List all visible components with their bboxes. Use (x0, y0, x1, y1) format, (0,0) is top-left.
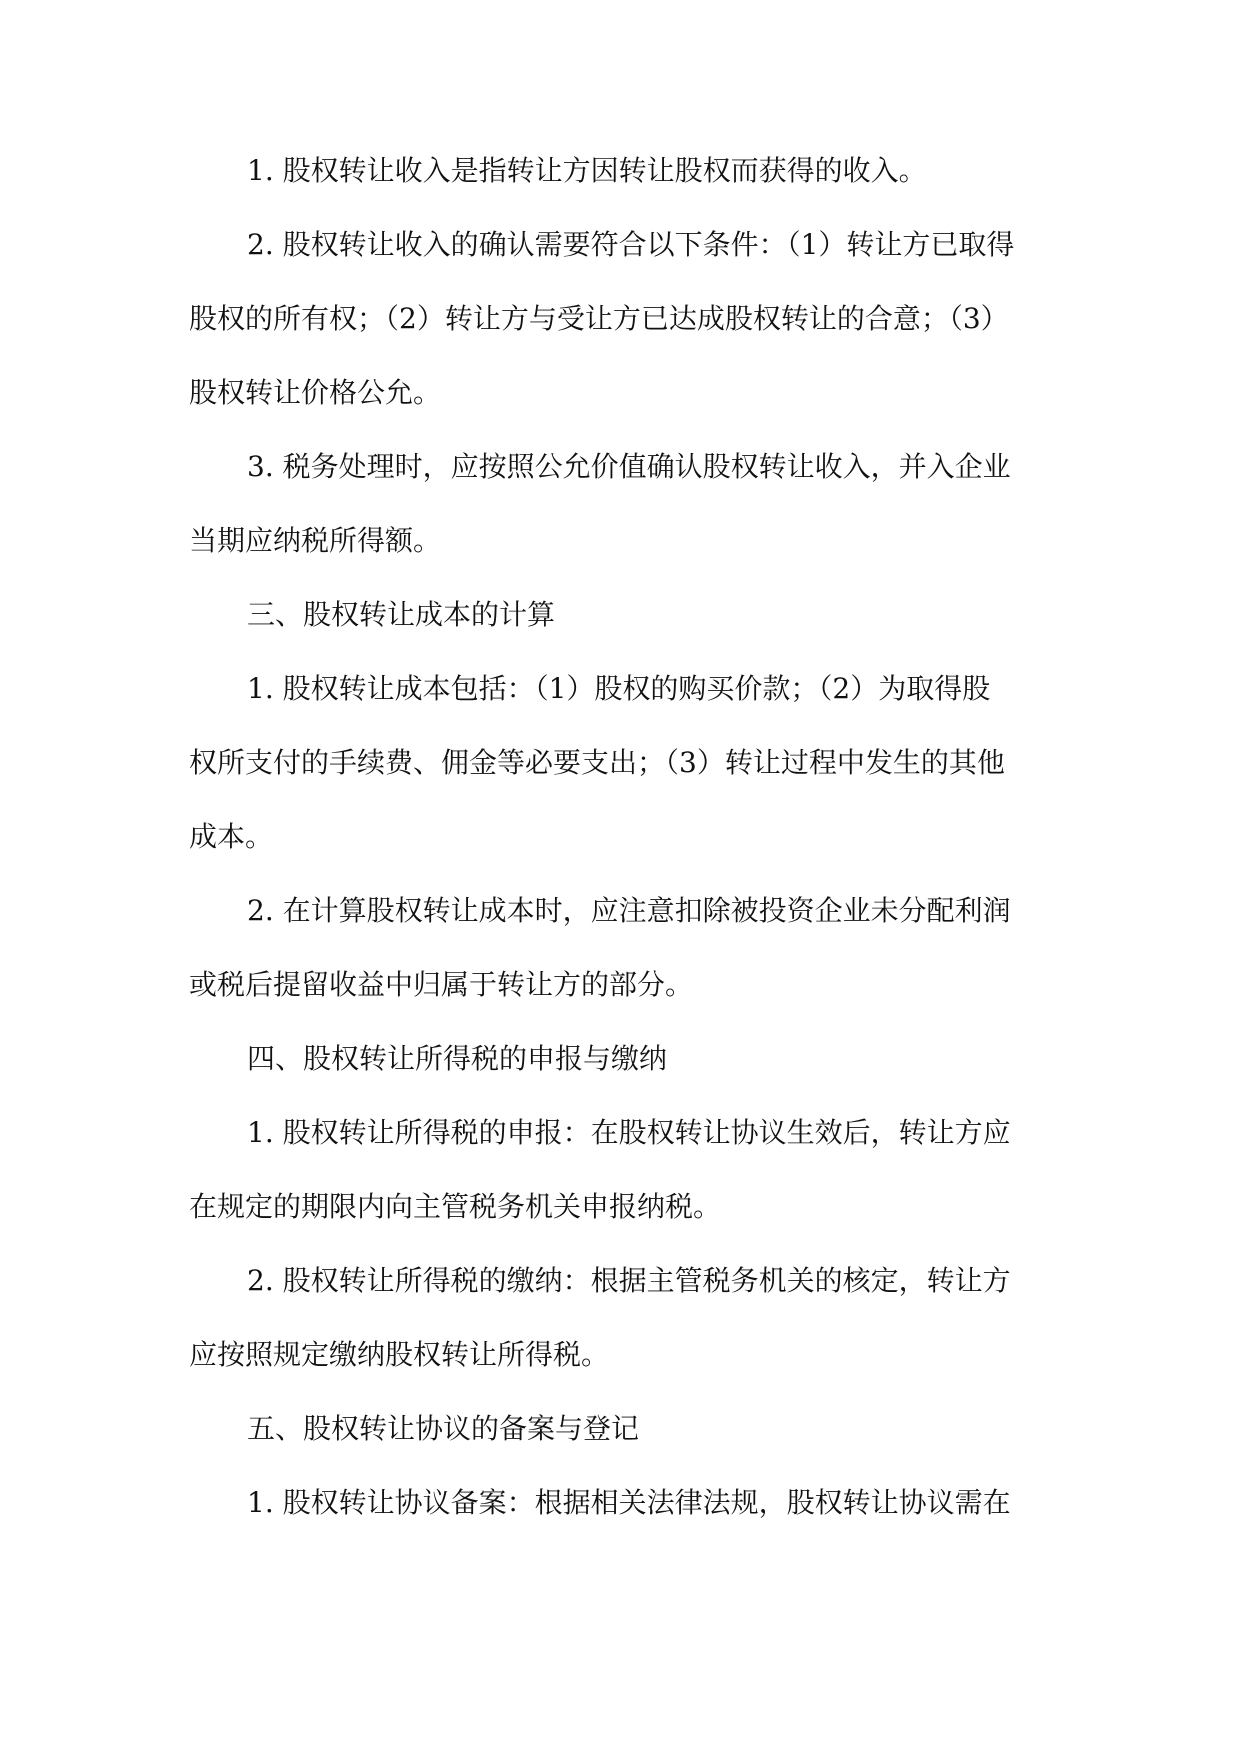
paragraph-line: 成本。 (189, 820, 274, 853)
paragraph-line: 股权转让价格公允。 (189, 376, 442, 409)
document-page (189, 134, 1055, 1540)
section-heading: 五、股权转让协议的备案与登记 (247, 1412, 640, 1445)
paragraph-line: 1. 股权转让成本包括：（1）股权的购买价款；（2）为取得股 (247, 672, 991, 705)
paragraph-line: 或税后提留收益中归属于转让方的部分。 (189, 968, 694, 1001)
paragraph-line: 在规定的期限内向主管税务机关申报纳税。 (189, 1190, 722, 1223)
section-heading: 四、股权转让所得税的申报与缴纳 (247, 1042, 668, 1075)
paragraph-line: 当期应纳税所得额。 (189, 524, 442, 557)
paragraph-line: 股权的所有权；（2）转让方与受让方已达成股权转让的合意；（3） (189, 302, 1009, 335)
paragraph-line: 2. 在计算股权转让成本时，应注意扣除被投资企业未分配利润 (247, 894, 1011, 927)
paragraph-line: 权所支付的手续费、佣金等必要支出；（3）转让过程中发生的其他 (189, 746, 1005, 779)
section-heading: 三、股权转让成本的计算 (247, 598, 556, 631)
paragraph-line: 应按照规定缴纳股权转让所得税。 (189, 1338, 610, 1371)
paragraph-line: 2. 股权转让收入的确认需要符合以下条件：（1）转让方已取得 (247, 228, 1015, 261)
paragraph-line: 1. 股权转让收入是指转让方因转让股权而获得的收入。 (247, 154, 927, 187)
paragraph-line: 2. 股权转让所得税的缴纳：根据主管税务机关的核定，转让方 (247, 1264, 1011, 1297)
paragraph-line: 1. 股权转让所得税的申报：在股权转让协议生效后，转让方应 (247, 1116, 1011, 1149)
paragraph-line: 3. 税务处理时，应按照公允价值确认股权转让收入，并入企业 (247, 450, 1011, 483)
paragraph-line: 1. 股权转让协议备案：根据相关法律法规，股权转让协议需在 (247, 1486, 1011, 1519)
